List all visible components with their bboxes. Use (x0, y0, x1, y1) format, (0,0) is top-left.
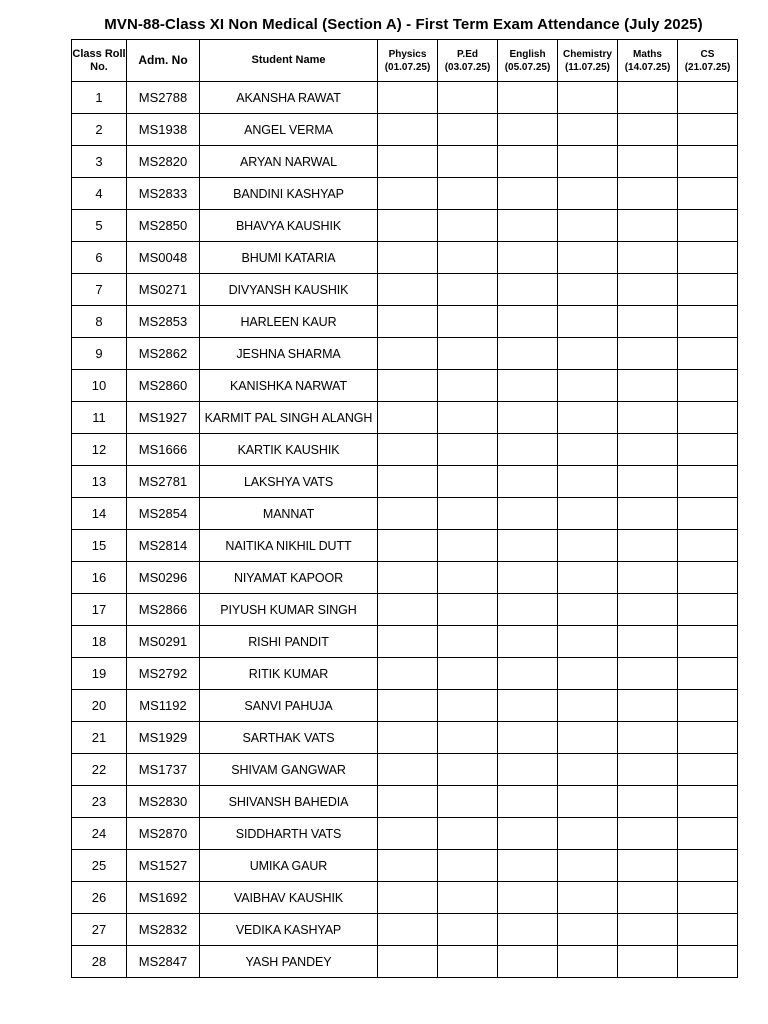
attendance-cell (678, 722, 738, 754)
attendance-cell (378, 434, 438, 466)
header-subject-english: English (05.07.25) (498, 40, 558, 82)
attendance-cell (558, 882, 618, 914)
attendance-cell (618, 786, 678, 818)
attendance-cell (678, 434, 738, 466)
student-name-cell: BANDINI KASHYAP (200, 178, 378, 210)
table-row (72, 658, 738, 690)
table-row (72, 786, 738, 818)
attendance-cell (678, 530, 738, 562)
attendance-cell (618, 690, 678, 722)
adm-no-cell: MS1737 (127, 754, 200, 786)
header-subject-maths: Maths (14.07.25) (618, 40, 678, 82)
attendance-cell (378, 562, 438, 594)
attendance-cell (498, 818, 558, 850)
attendance-cell (498, 402, 558, 434)
attendance-cell (498, 146, 558, 178)
attendance-cell (438, 562, 498, 594)
roll-no-cell: 11 (72, 402, 127, 434)
table-row (72, 146, 738, 178)
adm-no-cell: MS0291 (127, 626, 200, 658)
adm-no-cell: MS2854 (127, 498, 200, 530)
student-name-cell: MANNAT (200, 498, 378, 530)
adm-no-cell: MS2814 (127, 530, 200, 562)
attendance-cell (438, 882, 498, 914)
table-row (72, 466, 738, 498)
adm-no-cell: MS2820 (127, 146, 200, 178)
student-name-cell: KARTIK KAUSHIK (200, 434, 378, 466)
attendance-cell (498, 850, 558, 882)
header-student-name: Student Name (200, 40, 378, 82)
attendance-cell (438, 114, 498, 146)
roll-no-cell: 17 (72, 594, 127, 626)
roll-no-cell: 19 (72, 658, 127, 690)
student-name-cell: BHUMI KATARIA (200, 242, 378, 274)
attendance-cell (378, 210, 438, 242)
attendance-cell (498, 338, 558, 370)
attendance-cell (378, 882, 438, 914)
attendance-cell (558, 914, 618, 946)
roll-no-cell: 25 (72, 850, 127, 882)
attendance-cell (438, 658, 498, 690)
attendance-cell (558, 146, 618, 178)
attendance-cell (438, 818, 498, 850)
adm-no-cell: MS0048 (127, 242, 200, 274)
attendance-cell (438, 690, 498, 722)
attendance-cell (498, 914, 558, 946)
adm-no-cell: MS1938 (127, 114, 200, 146)
attendance-cell (558, 562, 618, 594)
attendance-cell (558, 370, 618, 402)
attendance-cell (618, 882, 678, 914)
attendance-cell (378, 818, 438, 850)
attendance-cell (618, 562, 678, 594)
student-rows (72, 82, 738, 978)
table-row (72, 562, 738, 594)
attendance-cell (678, 178, 738, 210)
roll-no-cell: 15 (72, 530, 127, 562)
student-name-cell: ARYAN NARWAL (200, 146, 378, 178)
table-row (72, 242, 738, 274)
roll-no-cell: 18 (72, 626, 127, 658)
attendance-cell (438, 434, 498, 466)
student-name-cell: NIYAMAT KAPOOR (200, 562, 378, 594)
table-row (72, 178, 738, 210)
roll-no-cell: 27 (72, 914, 127, 946)
adm-no-cell: MS0271 (127, 274, 200, 306)
attendance-cell (678, 946, 738, 978)
attendance-cell (438, 210, 498, 242)
attendance-cell (438, 402, 498, 434)
roll-no-cell: 24 (72, 818, 127, 850)
attendance-cell (678, 914, 738, 946)
attendance-cell (378, 754, 438, 786)
table-row (72, 498, 738, 530)
attendance-cell (498, 722, 558, 754)
attendance-cell (438, 626, 498, 658)
attendance-cell (678, 146, 738, 178)
roll-no-cell: 2 (72, 114, 127, 146)
attendance-cell (498, 786, 558, 818)
attendance-cell (498, 882, 558, 914)
table-row (72, 946, 738, 978)
student-name-cell: DIVYANSH KAUSHIK (200, 274, 378, 306)
adm-no-cell: MS1666 (127, 434, 200, 466)
attendance-cell (558, 306, 618, 338)
attendance-cell (678, 274, 738, 306)
attendance-cell (378, 402, 438, 434)
attendance-cell (438, 306, 498, 338)
attendance-cell (378, 242, 438, 274)
table-row (72, 530, 738, 562)
table-row (72, 690, 738, 722)
roll-no-cell: 7 (72, 274, 127, 306)
attendance-cell (678, 594, 738, 626)
header-subject-cs: CS (21.07.25) (678, 40, 738, 82)
attendance-cell (678, 306, 738, 338)
attendance-cell (558, 338, 618, 370)
attendance-cell (618, 914, 678, 946)
attendance-cell (558, 178, 618, 210)
adm-no-cell: MS1929 (127, 722, 200, 754)
attendance-cell (378, 338, 438, 370)
attendance-cell (438, 850, 498, 882)
attendance-cell (498, 498, 558, 530)
attendance-cell (438, 530, 498, 562)
table-row (72, 114, 738, 146)
attendance-cell (678, 882, 738, 914)
attendance-cell (498, 370, 558, 402)
student-name-cell: NAITIKA NIKHIL DUTT (200, 530, 378, 562)
attendance-cell (378, 146, 438, 178)
roll-no-cell: 12 (72, 434, 127, 466)
header-roll-no: Class Roll No. (72, 40, 127, 82)
table-row (72, 626, 738, 658)
attendance-cell (378, 626, 438, 658)
table-row (72, 210, 738, 242)
attendance-cell (378, 498, 438, 530)
attendance-cell (438, 498, 498, 530)
table-row (72, 306, 738, 338)
attendance-cell (438, 274, 498, 306)
attendance-cell (558, 210, 618, 242)
attendance-cell (438, 82, 498, 114)
attendance-cell (558, 274, 618, 306)
adm-no-cell: MS2788 (127, 82, 200, 114)
attendance-cell (378, 114, 438, 146)
attendance-cell (618, 722, 678, 754)
attendance-cell (498, 690, 558, 722)
attendance-cell (378, 946, 438, 978)
roll-no-cell: 13 (72, 466, 127, 498)
attendance-cell (558, 946, 618, 978)
attendance-cell (378, 82, 438, 114)
attendance-cell (618, 178, 678, 210)
roll-no-cell: 10 (72, 370, 127, 402)
table-row (72, 402, 738, 434)
roll-no-cell: 21 (72, 722, 127, 754)
attendance-cell (438, 946, 498, 978)
student-name-cell: SHIVANSH BAHEDIA (200, 786, 378, 818)
roll-no-cell: 3 (72, 146, 127, 178)
attendance-cell (678, 626, 738, 658)
attendance-cell (618, 370, 678, 402)
attendance-cell (558, 786, 618, 818)
roll-no-cell: 4 (72, 178, 127, 210)
table-row (72, 434, 738, 466)
attendance-cell (498, 274, 558, 306)
attendance-cell (618, 658, 678, 690)
attendance-cell (618, 338, 678, 370)
attendance-cell (378, 690, 438, 722)
attendance-cell (678, 242, 738, 274)
attendance-cell (618, 818, 678, 850)
attendance-cell (378, 274, 438, 306)
attendance-cell (618, 754, 678, 786)
student-name-cell: VAIBHAV KAUSHIK (200, 882, 378, 914)
attendance-cell (378, 306, 438, 338)
roll-no-cell: 14 (72, 498, 127, 530)
attendance-cell (558, 850, 618, 882)
attendance-cell (618, 274, 678, 306)
attendance-cell (498, 626, 558, 658)
header-subject-ped: P.Ed (03.07.25) (438, 40, 498, 82)
student-name-cell: SANVI PAHUJA (200, 690, 378, 722)
attendance-cell (378, 722, 438, 754)
table-row (72, 818, 738, 850)
attendance-cell (678, 562, 738, 594)
roll-no-cell: 16 (72, 562, 127, 594)
attendance-cell (558, 754, 618, 786)
attendance-cell (498, 114, 558, 146)
student-name-cell: RISHI PANDIT (200, 626, 378, 658)
adm-no-cell: MS2850 (127, 210, 200, 242)
attendance-cell (498, 306, 558, 338)
attendance-cell (558, 594, 618, 626)
table-row (72, 594, 738, 626)
table-row (72, 882, 738, 914)
adm-no-cell: MS1192 (127, 690, 200, 722)
attendance-cell (678, 338, 738, 370)
attendance-cell (618, 850, 678, 882)
attendance-cell (378, 914, 438, 946)
attendance-cell (618, 498, 678, 530)
roll-no-cell: 8 (72, 306, 127, 338)
attendance-cell (378, 370, 438, 402)
adm-no-cell: MS2847 (127, 946, 200, 978)
header-subject-physics: Physics (01.07.25) (378, 40, 438, 82)
attendance-cell (438, 466, 498, 498)
adm-no-cell: MS2833 (127, 178, 200, 210)
attendance-cell (498, 82, 558, 114)
attendance-cell (378, 786, 438, 818)
attendance-cell (618, 530, 678, 562)
attendance-cell (558, 82, 618, 114)
student-name-cell: HARLEEN KAUR (200, 306, 378, 338)
attendance-cell (618, 242, 678, 274)
adm-no-cell: MS2830 (127, 786, 200, 818)
adm-no-cell: MS0296 (127, 562, 200, 594)
attendance-cell (618, 210, 678, 242)
attendance-cell (438, 594, 498, 626)
student-name-cell: RITIK KUMAR (200, 658, 378, 690)
attendance-cell (498, 754, 558, 786)
roll-no-cell: 23 (72, 786, 127, 818)
roll-no-cell: 20 (72, 690, 127, 722)
attendance-cell (378, 658, 438, 690)
attendance-cell (558, 466, 618, 498)
roll-no-cell: 1 (72, 82, 127, 114)
adm-no-cell: MS1692 (127, 882, 200, 914)
attendance-cell (678, 850, 738, 882)
attendance-cell (678, 210, 738, 242)
attendance-cell (498, 210, 558, 242)
student-name-cell: JESHNA SHARMA (200, 338, 378, 370)
roll-no-cell: 26 (72, 882, 127, 914)
student-name-cell: SARTHAK VATS (200, 722, 378, 754)
attendance-cell (678, 498, 738, 530)
attendance-cell (678, 786, 738, 818)
attendance-cell (558, 530, 618, 562)
attendance-cell (378, 178, 438, 210)
attendance-cell (438, 754, 498, 786)
adm-no-cell: MS2832 (127, 914, 200, 946)
attendance-cell (438, 722, 498, 754)
attendance-cell (558, 402, 618, 434)
student-name-cell: ANGEL VERMA (200, 114, 378, 146)
student-name-cell: LAKSHYA VATS (200, 466, 378, 498)
adm-no-cell: MS2870 (127, 818, 200, 850)
attendance-cell (438, 786, 498, 818)
student-name-cell: YASH PANDEY (200, 946, 378, 978)
attendance-cell (618, 306, 678, 338)
table-row (72, 370, 738, 402)
attendance-cell (678, 370, 738, 402)
attendance-cell (558, 722, 618, 754)
attendance-cell (618, 466, 678, 498)
attendance-cell (558, 242, 618, 274)
roll-no-cell: 9 (72, 338, 127, 370)
attendance-cell (618, 434, 678, 466)
attendance-cell (558, 434, 618, 466)
adm-no-cell: MS2781 (127, 466, 200, 498)
adm-no-cell: MS2866 (127, 594, 200, 626)
attendance-cell (618, 594, 678, 626)
attendance-cell (498, 530, 558, 562)
student-name-cell: AKANSHA RAWAT (200, 82, 378, 114)
attendance-cell (558, 658, 618, 690)
student-name-cell: UMIKA GAUR (200, 850, 378, 882)
student-name-cell: SIDDHARTH VATS (200, 818, 378, 850)
roll-no-cell: 22 (72, 754, 127, 786)
attendance-cell (618, 82, 678, 114)
attendance-cell (438, 242, 498, 274)
student-name-cell: SHIVAM GANGWAR (200, 754, 378, 786)
attendance-cell (378, 466, 438, 498)
adm-no-cell: MS2853 (127, 306, 200, 338)
attendance-cell (678, 818, 738, 850)
attendance-cell (678, 658, 738, 690)
attendance-cell (678, 82, 738, 114)
header-row (72, 40, 738, 82)
attendance-cell (678, 690, 738, 722)
page-title: MVN-88-Class XI Non Medical (Section A) - First Term Exam Attendance (July 2025) (104, 16, 703, 33)
attendance-cell (558, 690, 618, 722)
attendance-cell (438, 338, 498, 370)
attendance-cell (618, 626, 678, 658)
attendance-cell (498, 594, 558, 626)
attendance-cell (378, 530, 438, 562)
attendance-cell (558, 818, 618, 850)
attendance-cell (618, 946, 678, 978)
attendance-cell (678, 114, 738, 146)
attendance-cell (438, 146, 498, 178)
table-row (72, 914, 738, 946)
attendance-cell (618, 146, 678, 178)
attendance-cell (498, 178, 558, 210)
attendance-cell (558, 114, 618, 146)
student-name-cell: KARMIT PAL SINGH ALANGH (200, 402, 378, 434)
table-row (72, 850, 738, 882)
attendance-cell (558, 626, 618, 658)
attendance-cell (618, 114, 678, 146)
header-adm-no: Adm. No (127, 40, 200, 82)
table-row (72, 754, 738, 786)
attendance-cell (378, 850, 438, 882)
attendance-cell (378, 594, 438, 626)
roll-no-cell: 6 (72, 242, 127, 274)
attendance-cell (438, 914, 498, 946)
attendance-cell (498, 434, 558, 466)
attendance-cell (678, 754, 738, 786)
adm-no-cell: MS2862 (127, 338, 200, 370)
attendance-cell (498, 946, 558, 978)
attendance-cell (438, 370, 498, 402)
attendance-table (71, 39, 738, 978)
adm-no-cell: MS1527 (127, 850, 200, 882)
table-row (72, 338, 738, 370)
table-row (72, 722, 738, 754)
adm-no-cell: MS1927 (127, 402, 200, 434)
table-row (72, 274, 738, 306)
attendance-cell (558, 498, 618, 530)
student-name-cell: KANISHKA NARWAT (200, 370, 378, 402)
table-row (72, 82, 738, 114)
attendance-cell (498, 242, 558, 274)
attendance-cell (678, 466, 738, 498)
attendance-cell (498, 562, 558, 594)
student-name-cell: VEDIKA KASHYAP (200, 914, 378, 946)
roll-no-cell: 28 (72, 946, 127, 978)
attendance-cell (438, 178, 498, 210)
adm-no-cell: MS2860 (127, 370, 200, 402)
adm-no-cell: MS2792 (127, 658, 200, 690)
roll-no-cell: 5 (72, 210, 127, 242)
attendance-cell (678, 402, 738, 434)
attendance-cell (498, 466, 558, 498)
header-subject-chemistry: Chemistry (11.07.25) (558, 40, 618, 82)
student-name-cell: BHAVYA KAUSHIK (200, 210, 378, 242)
student-name-cell: PIYUSH KUMAR SINGH (200, 594, 378, 626)
attendance-cell (498, 658, 558, 690)
attendance-cell (618, 402, 678, 434)
